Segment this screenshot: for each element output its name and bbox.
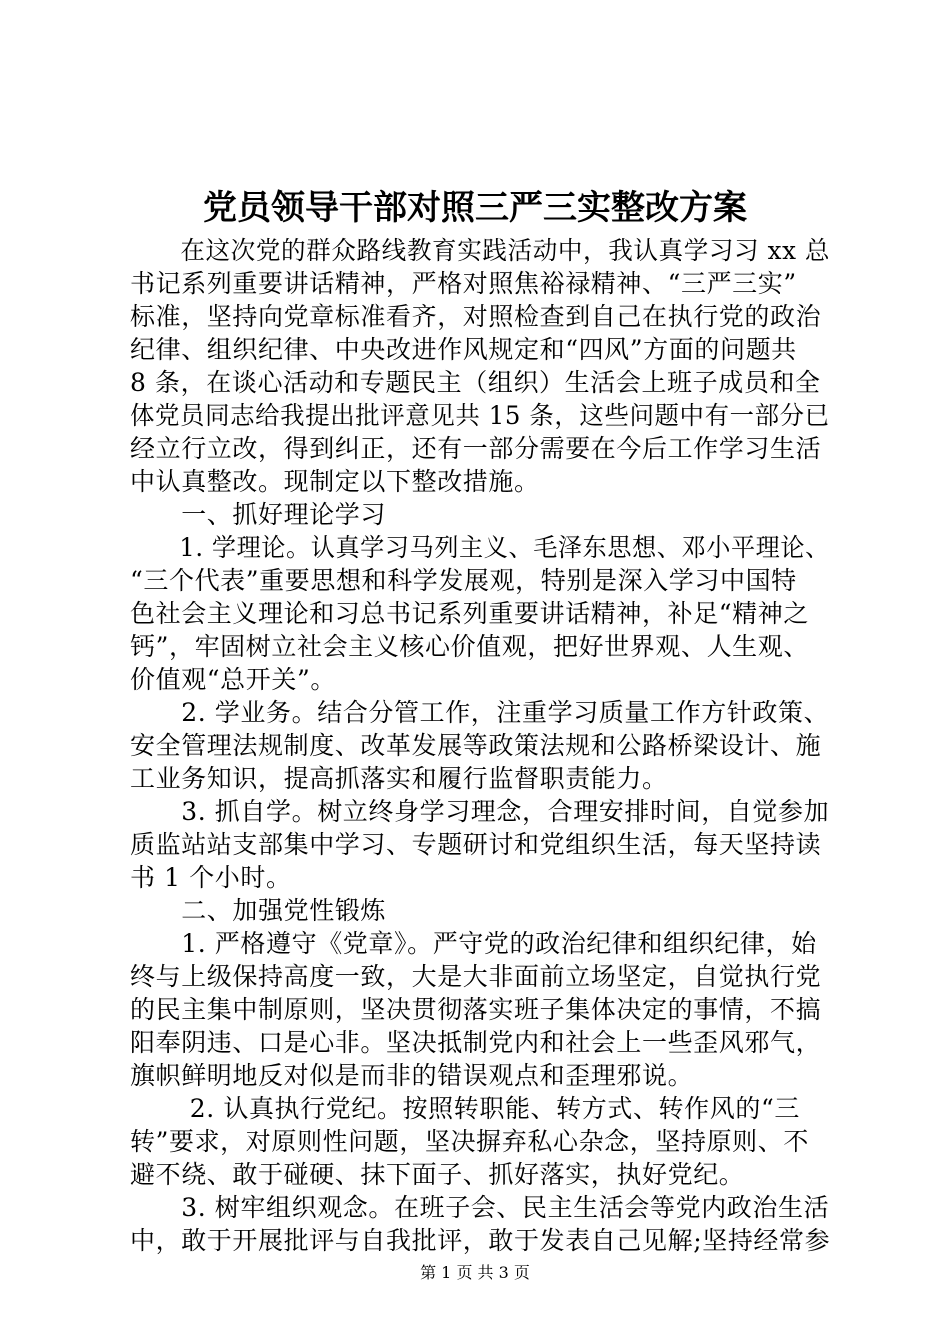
page-number-footer: 第 1 页 共 3 页 [420, 1263, 530, 1282]
body-line: 2. 学业务。结合分管工作，注重学习质量工作方针政策、 [130, 698, 830, 727]
body-line: 工业务知识，提高抓落实和履行监督职责能力。 [130, 764, 668, 793]
body-line: 旗帜鲜明地反对似是而非的错误观点和歪理邪说。 [130, 1061, 694, 1090]
document-body [130, 234, 830, 1257]
body-line: 钙”，牢固树立社会主义核心价值观，把好世界观、人生观、 [130, 632, 809, 661]
body-line: “三个代表”重要思想和科学发展观，特别是深入学习中国特 [130, 566, 797, 595]
body-line: 色社会主义理论和习总书记系列重要讲话精神，补足“精神之 [130, 599, 809, 628]
body-line: 纪律、组织纪律、中央改进作风规定和“四风”方面的问题共 [130, 335, 797, 364]
body-line: 转”要求，对原则性问题，坚决摒弃私心杂念，坚持原则、不 [130, 1127, 809, 1156]
document-title: 党员领导干部对照三严三实整改方案 [203, 188, 747, 228]
body-line: 阳奉阴违、口是心非。坚决抵制党内和社会上一些歪风邪气， [130, 1028, 822, 1057]
body-line: 3. 抓自学。树立终身学习理念，合理安排时间，自觉参加 [130, 797, 830, 826]
body-line: 2. 认真执行党纪。按照转职能、转方式、转作风的“三 [130, 1094, 800, 1123]
body-line: 标准，坚持向党章标准看齐，对照检查到自己在执行党的政治 [130, 302, 822, 331]
body-line: 经立行立改，得到纠正，还有一部分需要在今后工作学习生活 [130, 434, 822, 463]
body-line: 体党员同志给我提出批评意见共 15 条，这些问题中有一部分已 [130, 401, 830, 430]
body-line: 终与上级保持高度一致，大是大非面前立场坚定，自觉执行党 [130, 962, 822, 991]
body-line: 1. 严格遵守《党章》。严守党的政治纪律和组织纪律，始 [130, 929, 817, 958]
section-heading: 一、抓好理论学习 [130, 500, 387, 529]
body-line: 在这次党的群众路线教育实践活动中，我认真学习习 xx 总 [130, 236, 831, 265]
body-line: 安全管理法规制度、改革发展等政策法规和公路桥梁设计、施 [130, 731, 822, 760]
body-line: 书记系列重要讲话精神，严格对照焦裕禄精神、“三严三实” [130, 269, 797, 298]
body-line: 中认真整改。现制定以下整改措施。 [130, 467, 540, 496]
body-line: 1. 学理论。认真学习马列主义、毛泽东思想、邓小平理论、 [130, 533, 830, 562]
body-line: 8 条，在谈心活动和专题民主（组织）生活会上班子成员和全 [130, 368, 821, 397]
body-line: 质监站站支部集中学习、专题研讨和党组织生活，每天坚持读 [130, 830, 822, 859]
body-line: 的民主集中制原则，坚决贯彻落实班子集体决定的事情，不搞 [130, 995, 822, 1024]
body-line: 3. 树牢组织观念。在班子会、民主生活会等党内政治生活 [130, 1193, 830, 1222]
body-line: 避不绕、敢于碰硬、抹下面子、抓好落实，执好党纪。 [130, 1160, 745, 1189]
body-line: 中，敢于开展批评与自我批评，敢于发表自己见解;坚持经常参 [130, 1226, 831, 1255]
body-line: 书 1 个小时。 [130, 863, 292, 892]
section-heading: 二、加强党性锻炼 [130, 896, 387, 925]
body-line: 价值观“总开关”。 [130, 665, 336, 694]
